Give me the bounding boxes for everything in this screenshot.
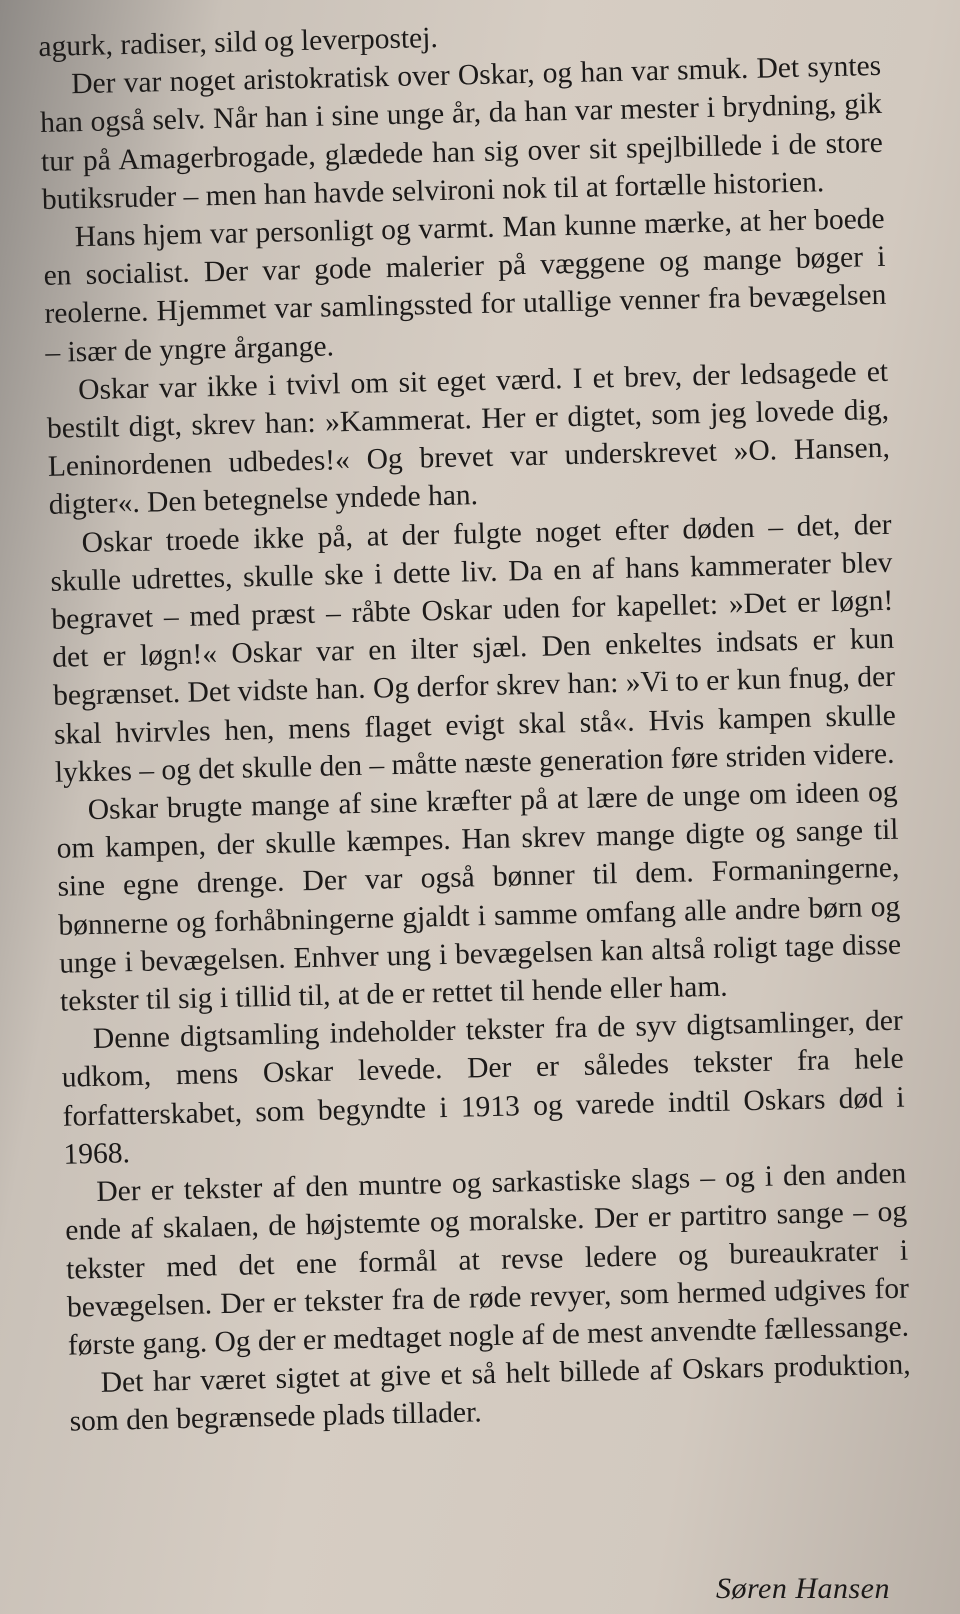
paragraph-8: Der er tekster af den muntre og sarkastiske slags – og i den anden ende af skalaen, de højstemte og moralske. Der er partitro sange – og tekster med det ene formål at revse ledere og bureaukrater i bevægelsen. Der er tekster fra de røde revyer, som hermed udgives for første gang. Og der er medtaget nogle af de mest anvendte fællessange. [64, 1157, 910, 1362]
paragraph-3: Hans hjem var personligt og varmt. Man kunne mærke, at her boede en socialist. Der var gode malerier på væggene og mange bøger i reolerne. Hjemmet var samlingssted for utallige venner fra bevægelsen – især de yngre årgange. [43, 202, 887, 369]
paragraph-4: Oskar var ikke i tvivl om sit eget værd. I et brev, der ledsagede et bestilt digt, skrev han: »Kammerat. Her er digtet, som jeg lovede dig, Leninordenen udbedes!« Og brevet var underskrevet »O. Hansen, digter«. Den betegnelse yndede han. [46, 355, 891, 522]
paragraph-5: Oskar troede ikke på, at der fulgte noget efter døden – det, der skulle udrettes, skulle ske i dette liv. Da en af hans kammerater blev begravet – med præst – råbte Oskar uden for kapellet: »Det er løgn! det er løgn!« Oskar var en ilter sjæl. Den enkeltes indsats er kun begrænset. Det vidste han. Og derfor skrev han: »Vi to er kun fnug, der skal hvirvles hen, mens flaget evigt skal stå«. Hvis kampen skulle lykkes – og det skulle den – måtte næste generation føre striden videre. [50, 508, 897, 789]
paragraph-2: Der var noget aristokratisk over Oskar, og han var smuk. Det syntes han også selv. Når han i sine unge år, da han var mester i brydning, gik tur på Amagerbrogade, glædede han sig over sit spejlbillede i de store butiksruder – men han havde selvironi nok til at fortælle historien. [39, 50, 884, 216]
body-text [38, 9, 912, 1441]
paragraph-1: agurk, radiser, sild og leverpostej. [38, 21, 439, 63]
paragraph-9: Det har været sigtet at give et så helt billede af Oskars produktion, som den begrænsede plads tillader. [69, 1348, 911, 1438]
paragraph-7: Denne digtsamling indeholder tekster fra de syv digtsamlinger, der udkom, mens Oskar levede. Der er således tekster fra hele forfatterskabet, som begyndte i 1913 og varede indtil Oskars død i 1968. [61, 1004, 905, 1171]
author-signature: Søren Hansen [715, 1572, 890, 1605]
paragraph-6: Oskar brugte mange af sine kræfter på at lære de unge om ideen og om kampen, der skulle kæmpes. Han skrev mange digte og sange til sine egne drenge. Der var også bønner til dem. Formaningerne, bønnerne og forhåbningerne gjaldt i samme omfang alle andre børn og unge i bevægelsen. Enhver ung i bevægelsen kan altså roligt tage disse tekster til sig i tillid til, at de er rettet til hende eller ham. [56, 775, 902, 1018]
